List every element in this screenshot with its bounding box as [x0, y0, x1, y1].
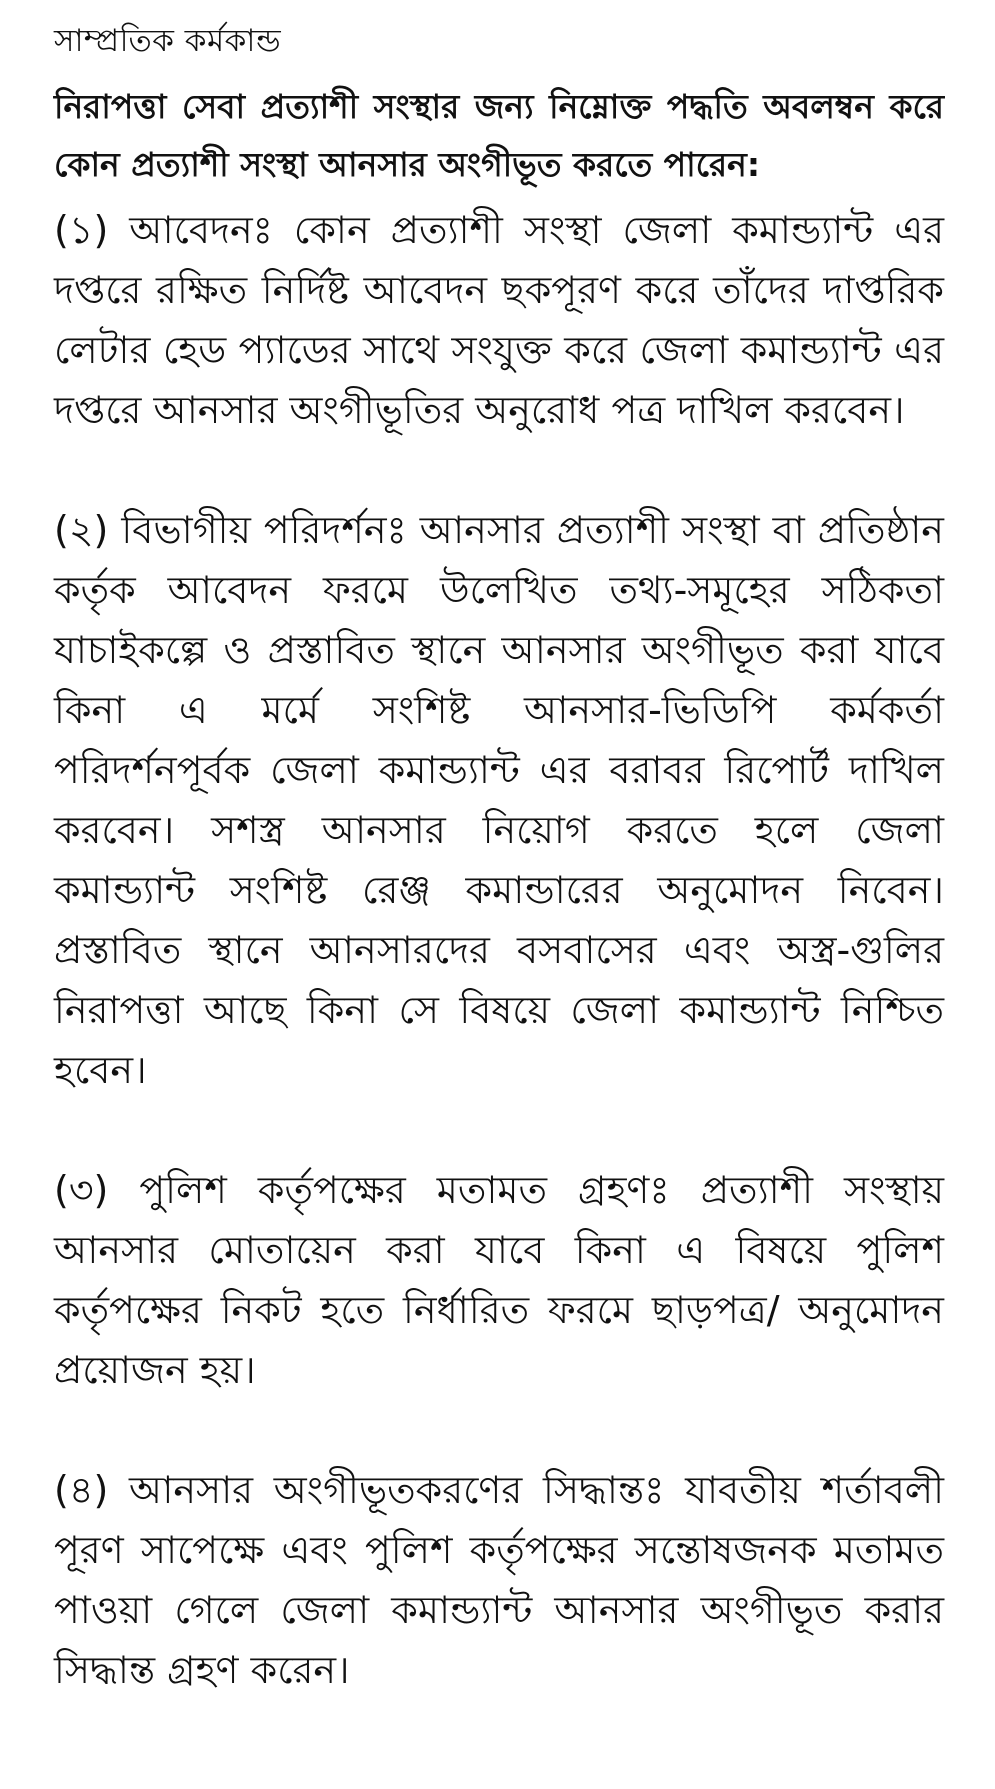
document-page	[54, 16, 944, 1700]
section-label: সাম্প্রতিক কর্মকান্ড	[54, 23, 282, 59]
procedure-step-3: (৩) পুলিশ কর্তৃপক্ষের মতামত গ্রহণঃ প্রত্যাশী সংস্থায় আনসার মোতায়েন করা যাবে কিনা এ বিষয়ে পুলিশ কর্তৃপক্ষের নিকট হতে নির্ধারিত ফরমে ছাড়পত্র/ অনুমোদন প্রয়োজন হয়।	[54, 1168, 944, 1392]
intro-heading: নিরাপত্তা সেবা প্রত্যাশী সংস্থার জন্য নিম্নোক্ত পদ্ধতি অবলম্বন করে কোন প্রত্যাশী সংস্থা আনসার অংগীভূত করতে পারেন:	[54, 87, 944, 184]
procedure-step-2: (২) বিভাগীয় পরিদর্শনঃ আনসার প্রত্যাশী সংস্থা বা প্রতিষ্ঠান কর্তৃক আবেদন ফরমে উলেখিত তথ্য-সমূহের সঠিকতা যাচাইকল্পে ও প্রস্তাবিত স্থানে আনসার অংগীভূত করা যাবে কিনা এ মর্মে সংশিষ্ট আনসার-ভিডিপি কর্মকর্তা পরিদর্শনপূর্বক জেলা কমান্ড্যান্ট এর বরাবর রিপোর্ট দাখিল করবেন। সশস্ত্র আনসার নিয়োগ করতে হলে জেলা কমান্ড্যান্ট সংশিষ্ট রেঞ্জ কমান্ডারের অনুমোদন নিবেন। প্রস্তাবিত স্থানে আনসারদের বসবাসের এবং অস্ত্র-গুলির নিরাপত্তা আছে কিনা সে বিষয়ে জেলা কমান্ড্যান্ট নিশ্চিত হবেন।	[54, 508, 944, 1092]
procedure-step-4: (৪) আনসার অংগীভূতকরণের সিদ্ধান্তঃ যাবতীয় শর্তাবলী পূরণ সাপেক্ষে এবং পুলিশ কর্তৃপক্ষের সন্তোষজনক মতামত পাওয়া গেলে জেলা কমান্ড্যান্ট আনসার অংগীভূত করার সিদ্ধান্ত গ্রহণ করেন।	[54, 1468, 944, 1692]
procedure-step-1: (১) আবেদনঃ কোন প্রত্যাশী সংস্থা জেলা কমান্ড্যান্ট এর দপ্তরে রক্ষিত নির্দিষ্ট আবেদন ছকপূরণ করে তাঁদের দাপ্তরিক লেটার হেড প্যাডের সাথে সংযুক্ত করে জেলা কমান্ড্যান্ট এর দপ্তরে আনসার অংগীভূতির অনুরোধ পত্র দাখিল করবেন।	[54, 208, 944, 432]
